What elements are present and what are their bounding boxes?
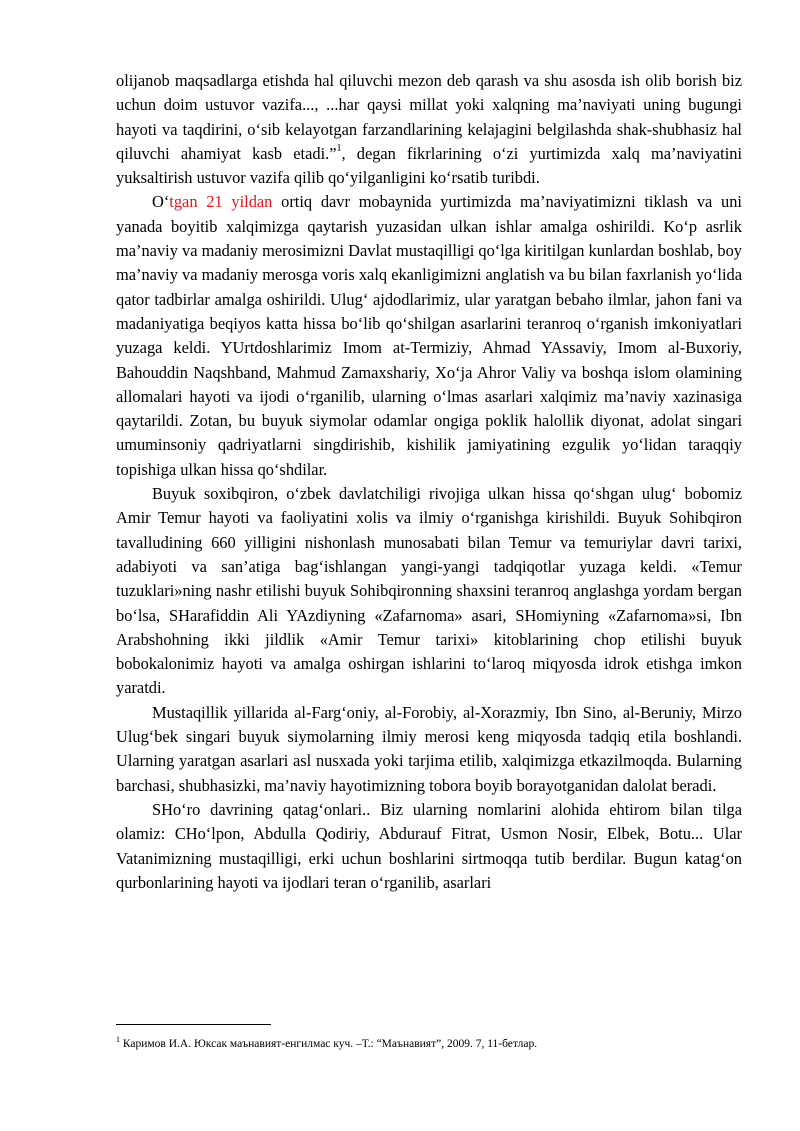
paragraph-2-text: ortiq davr mobaynida yurtimizda ma’naviyatimizni tiklash va uni yanada boyitib xalqimizga qaytarish yuzasidan ulkan ishlar amalga oshirildi. Ko‘p asrlik ma’naviy va madaniy merosimizni Davlat mustaqilligi qo‘lga kiritilgan kunlardan boshlab, boy ma’naviy va madaniy merosga voris xalq ekanligimizni anglatish va bu bilan faxrlanish yo‘lida qator tadbirlar amalga oshirildi. Ulug‘ ajdodlarimiz, ular yaratgan bebaho ilmlar, jahon fani va madaniyatiga beqiyos katta hissa bo‘lib qo‘shilgan asarlarini teranroq o‘rganish imkoniyatlari yuzaga keldi. YUrtdoshlarimiz Imom at-Termiziy, Ahmad YAssaviy, Imom al-Buxoriy, Bahouddin Naqshband, Mahmud Zamaxshariy, Xo‘ja Ahror Valiy va boshqa islom olamining allomalari hayoti va ijodi o‘rganilib, ularning o‘lmas asarlari xalqimiz ma’naviy xazinasiga qaytarildi. Zotan, bu buyuk siymolar odamlar ongiga poklik halollik diyonat, adolat singari umuminsoniy qadriyatlarni singdirishib, kishilik jamiyatining ezgulik yo‘lidan taraqqiy topishiga ulkan hissa qo‘shdilar.: [116, 192, 742, 479]
footnote-separator: [116, 1024, 271, 1025]
footnote-mark: 1: [116, 1035, 120, 1045]
paragraph-1: [116, 69, 742, 190]
paragraph-4: Mustaqillik yillarida al-Farg‘oniy, al-Forobiy, al-Xorazmiy, Ibn Sino, al-Beruniy, Mirzo Ulug‘bek singari buyuk siymolarning ilmiy merosi keng miqyosda tadqiq etila boshlandi. Ularning yaratgan asarlari asl nusxada yoki tarjima etilib, xalqimizga etkazilmoqda. Bularning barchasi, shubhasizki, ma’naviy hayotimizning tobora boyib borayotganidan dalolat beradi.: [116, 702, 742, 795]
paragraph-2-lead: O‘: [152, 192, 170, 212]
paragraph-2: [116, 190, 742, 482]
paragraph-5: SHo‘ro davrining qatag‘onlari.. Biz ularning nomlarini alohida ehtirom bilan tilga olamiz: CHo‘lpon, Abdulla Qodiriy, Abdurauf Fitrat, Usmon Nosir, Elbek, Botu... Ular Vatanimizning mustaqilligi, erki uchun boshlarini sirtmoqqa tutib berdilar. Bugun katag‘on qurbonlarining hayoti va ijodlari teran o‘rganilib, asarlari: [116, 799, 742, 892]
paragraph-3: Buyuk soxibqiron, o‘zbek davlatchiligi rivojiga ulkan hissa qo‘shgan ulug‘ bobomiz Amir Temur hayoti va faoliyatini xolis va ilmiy o‘rganishga kirishildi. Buyuk Sohibqiron tavalludining 660 yilligini nishonlash munosabati bilan Temur va temuriylar davri tarixi, adabiyoti va san’atiga bag‘ishlangan yangi-yangi tadqiqotlar yuzaga keldi. «Temur tuzuklari»ning nashr etilishi buyuk Sohibqironning shaxsini teranroq anglashga yordam bergan bo‘lsa, SHarafiddin Ali YAzdiyning «Zafarnoma» asari, SHomiyning «Zafarnoma»si, Ibn Arabshohning ikki jildlik «Amir Temur tarixi» kitoblarining chop etilishi buyuk bobokalonimiz hayoti va amalga oshirgan ishlarini to‘laroq miqyosda idrok etishga imkon yaratdi.: [116, 484, 742, 698]
footnote-reference: 1: [336, 143, 342, 155]
highlighted-phrase: tgan 21 yildan: [169, 192, 273, 212]
footnote: [116, 1037, 742, 1051]
document-body: [116, 69, 742, 895]
footnote-text: Каримов И.А. Юксак маънавият-енгилмас куч. –Т.: “Маънавият”, 2009. 7, 11-бетлар.: [120, 1038, 538, 1050]
paragraph-1-text: olijanob maqsadlarga etishda hal qiluvchi mezon deb qarash va shu asosda ish olib borish biz uchun doim ustuvor vazifa..., ...har qaysi millat yoki xalqning ma’naviyati uning bugungi hayoti va taqdirini, o‘sib kelayotgan farzandlarining kelajagini belgilashda shak-shubhasiz hal qiluvchi ahamiyat kasb etadi.”: [116, 71, 742, 163]
paragraph-1-continuation: , degan fikrlarining o‘zi yurtimizda xalq ma’naviyatini yuksaltirish ustuvor vazifa qilib qo‘yilganligini ko‘rsatib turibdi.: [116, 143, 742, 188]
